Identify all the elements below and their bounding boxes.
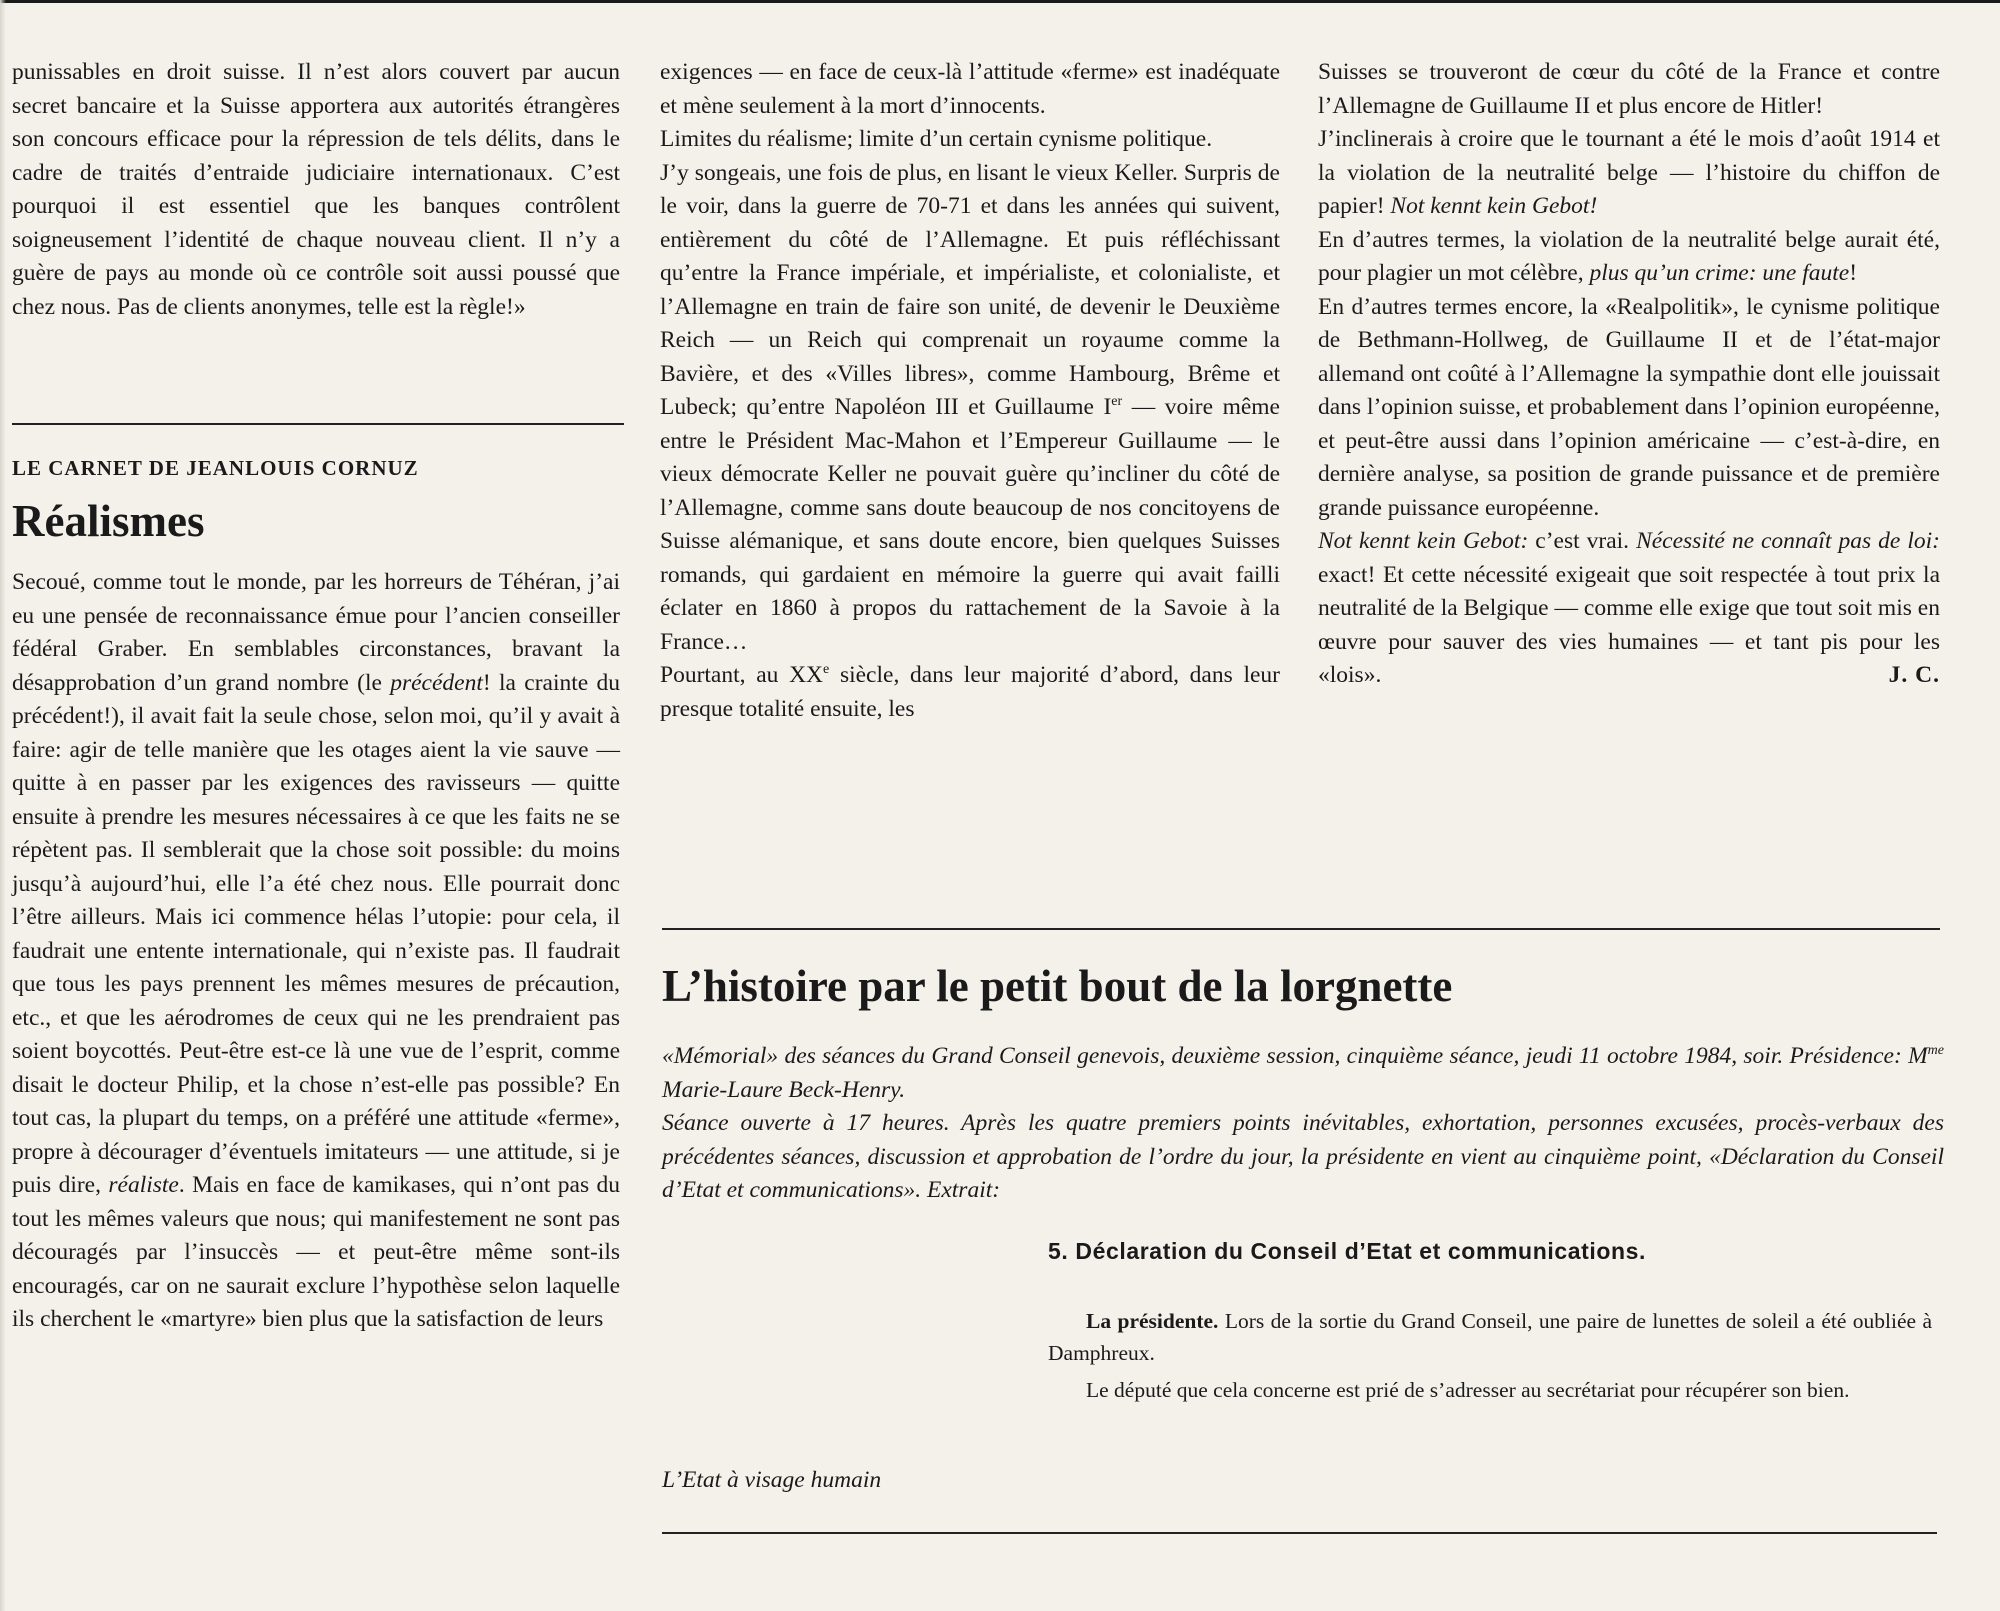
realismes-column-3 (1318, 56, 1940, 693)
realismes-paragraph-10 (1318, 525, 1940, 693)
realismes-paragraph-5 (660, 659, 1280, 726)
text-span: Lors de la sortie du Grand Conseil, une paire de lunettes de soleil a été oubliée à Damphreux. (1048, 1309, 1933, 1365)
previous-article-ending (12, 56, 620, 324)
text-span: . Mais en face de kamikases, qui n’ont pas du tout les mêmes valeurs que nous; qui manifestement ne sont pas découragés par l’insuccès — et peut-être même sont-ils encouragés, car on ne saurait exclure l’hypothèse selon laquelle ils cherchent le «martyre» bien plus que la satisfaction de leurs (12, 1172, 620, 1332)
author-signature: J. C. (1888, 662, 1940, 688)
realismes-paragraph-1 (12, 566, 620, 1337)
text-span: c’est vrai. (1528, 528, 1637, 554)
superscript: me (1927, 1043, 1944, 1059)
column-kicker: LE CARNET DE JEANLOUIS CORNUZ (12, 456, 419, 480)
section-divider (12, 423, 624, 425)
declaration-title: 5. Déclaration du Conseil d’Etat et communications. (1048, 1238, 1647, 1264)
previous-article-text: punissables en droit suisse. Il n’est alors couvert par aucun secret bancaire et la Suisse apportera aux autorités étrangères son concours efficace pour la répression de tels délits, dans le cadre de traités d’entraide judiciaire internationaux. C’est pourquoi il est essentiel que les banques contrôlent soigneusement l’identité de chaque nouveau client. Il n’y a guère de pays au monde où ce contrôle soit aussi poussé que chez nous. Pas de clients anonymes, telle est la règle!» (12, 59, 620, 320)
speaker-label: La présidente. (1086, 1309, 1219, 1333)
page-edge-shadow (0, 0, 6, 1611)
italic-span: Nécessité ne connaît pas de loi: (1636, 528, 1940, 554)
italic-span: Not kennt kein Gebot: (1318, 528, 1529, 554)
realismes-paragraph-2: exigences — en face de ceux-là l’attitude «ferme» est inadéquate et mène seulement à la mort d’innocents. (660, 59, 1280, 119)
article-headline-lorgnette: L’histoire par le petit bout de la lorgnette (662, 961, 1453, 1011)
italic-span: réaliste (108, 1172, 179, 1198)
superscript: er (1111, 394, 1123, 410)
section-divider (662, 1532, 1937, 1534)
section-divider (662, 928, 1940, 930)
realismes-paragraph-7 (1318, 123, 1940, 224)
top-rule (0, 0, 2000, 3)
italic-span: plus qu’un crime: une faute (1589, 260, 1850, 286)
lorgnette-intro-paragraph-2: Séance ouverte à 17 heures. Après les quatre premiers points inévitables, exhortation, personnes excusées, procès-verbaux des précédentes séances, discussion et approbation de l’ordre du jour, la présidente en vient au cinquième point, «Déclaration du Conseil d’Etat et communications». Extrait: (662, 1110, 1944, 1203)
text-span: «Mémorial» des séances du Grand Conseil genevois, deuxième session, cinquième séance, jeudi 11 octobre 1984, soir. Présidence: M (662, 1043, 1928, 1069)
text-span: J’inclinerais à croire que le tournant a été le mois d’août 1914 et la violation de la neutralité belge — l’histoire du chiffon de papier! (1318, 126, 1940, 219)
article-tagline: L’Etat à visage humain (662, 1467, 882, 1493)
text-span: ! la crainte du précédent!), il avait fait la seule chose, selon moi, qu’il y avait à faire: agir de telle manière que les otages aient la vie sauve — quitte à en passer par les exigences des ravisseurs — quitte ensuite à prendre les mesures nécessaires à ce que les faits ne se répètent pas. Il semblerait que la chose soit possible: du moins jusqu’à aujourd’hui, elle l’a été chez nous. Elle pourrait donc l’être ailleurs. Mais ici commence hélas l’utopie: pour cela, il faudrait une entente internationale, qui n’existe pas. Il faudrait que tous les pays prennent les mêmes mesures de précaution, etc., et que les aérodromes de ceux qui ne les prendraient pas soient boycottés. Peut-être est-ce là une vue de l’esprit, comme disait le docteur Philip, et la chose n’est-elle pas possible? En tout cas, la plupart du temps, on a préféré une attitude «ferme», propre à décourager d’éventuels imitateurs — une attitude, si je puis dire, (12, 669, 620, 1198)
realismes-paragraph-8 (1318, 224, 1940, 291)
superscript: e (823, 662, 830, 678)
italic-span: Not kennt kein Gebot! (1390, 193, 1598, 219)
text-span: J’y songeais, une fois de plus, en lisant le vieux Keller. Surpris de le voir, dans la guerre de 70-71 et dans les années qui suivent, entièrement du côté de l’Allemagne. Et puis réfléchissant qu’entre la France impériale, et impérialiste, et colonialiste, et l’Allemagne en train de faire son unité, de devenir le Deuxième Reich — un Reich qui comprenait un royaume comme la Bavière, et des «Villes libres», comme Hambourg, Brême et Lubeck; qu’entre Napoléon III et Guillaume I (660, 159, 1280, 420)
declaration-quote (1048, 1305, 1932, 1411)
article-headline-realismes: Réalismes (12, 496, 205, 546)
realismes-paragraph-9: En d’autres termes encore, la «Realpolitik», le cynisme politique de Bethmann-Hollweg, de Guillaume II et de l’état-major allemand ont coûté à l’Allemagne la sympathie dont elle jouissait dans l’opinion suisse, et probablement dans l’opinion européenne, et peut-être aussi dans l’opinion américaine — c’est-à-dire, en dernière analyse, sa position de grande puissance et de première grande puissance européenne. (1318, 293, 1940, 521)
realismes-paragraph-6: Suisses se trouveront de cœur du côté de la France et contre l’Allemagne de Guillaume II et plus encore de Hitler! (1318, 59, 1940, 119)
declaration-paragraph-2: Le député que cela concerne est prié de s’adresser au secrétariat pour récupérer son bien. (1086, 1378, 1850, 1402)
realismes-column-1 (12, 566, 620, 1337)
declaration-paragraph-1 (1048, 1305, 1932, 1369)
realismes-paragraph-4 (660, 157, 1280, 660)
text-span: ! (1849, 260, 1858, 286)
text-span: Secoué, comme tout le monde, par les horreurs de Téhéran, j’ai eu une pensée de reconnaissance émue pour l’ancien conseiller fédéral Graber. En semblables circonstances, bravant la désapprobation d’un grand nombre (le (12, 569, 620, 696)
text-span: Pourtant, au XX (660, 662, 824, 688)
text-span: siècle, dans leur majorité d’abord, dans leur presque totalité ensuite, les (660, 662, 1280, 722)
realismes-paragraph-3: Limites du réalisme; limite d’un certain cynisme politique. (660, 126, 1213, 152)
lorgnette-intro-paragraph-1 (662, 1040, 1944, 1107)
lorgnette-intro (662, 1040, 1944, 1208)
text-span: Marie-Laure Beck-Henry. (662, 1076, 906, 1103)
text-span: — voire même entre le Président Mac-Mahon et l’Empereur Guillaume — le vieux démocrate Keller ne pouvait guère qu’incliner du côté de l’Allemagne, comme sans doute beaucoup de nos concitoyens de Suisse alémanique, et sans doute encore, bien quelques Suisses romands, qui gardaient en mémoire la guerre qui avait failli éclater en 1860 à propos du rattachement de la Savoie à la France… (660, 394, 1280, 655)
realismes-column-2 (660, 56, 1280, 726)
italic-span: précédent (390, 669, 483, 696)
text-span: exact! Et cette nécessité exigeait que soit respectée à tout prix la neutralité de la Belgique — comme elle exige que tout soit mis en œuvre pour sauver des vies humaines — et tant pis pour les «lois». (1318, 561, 1940, 688)
text-span: En d’autres termes, la violation de la neutralité belge aurait été, pour plagier un mot célèbre, (1318, 226, 1940, 286)
